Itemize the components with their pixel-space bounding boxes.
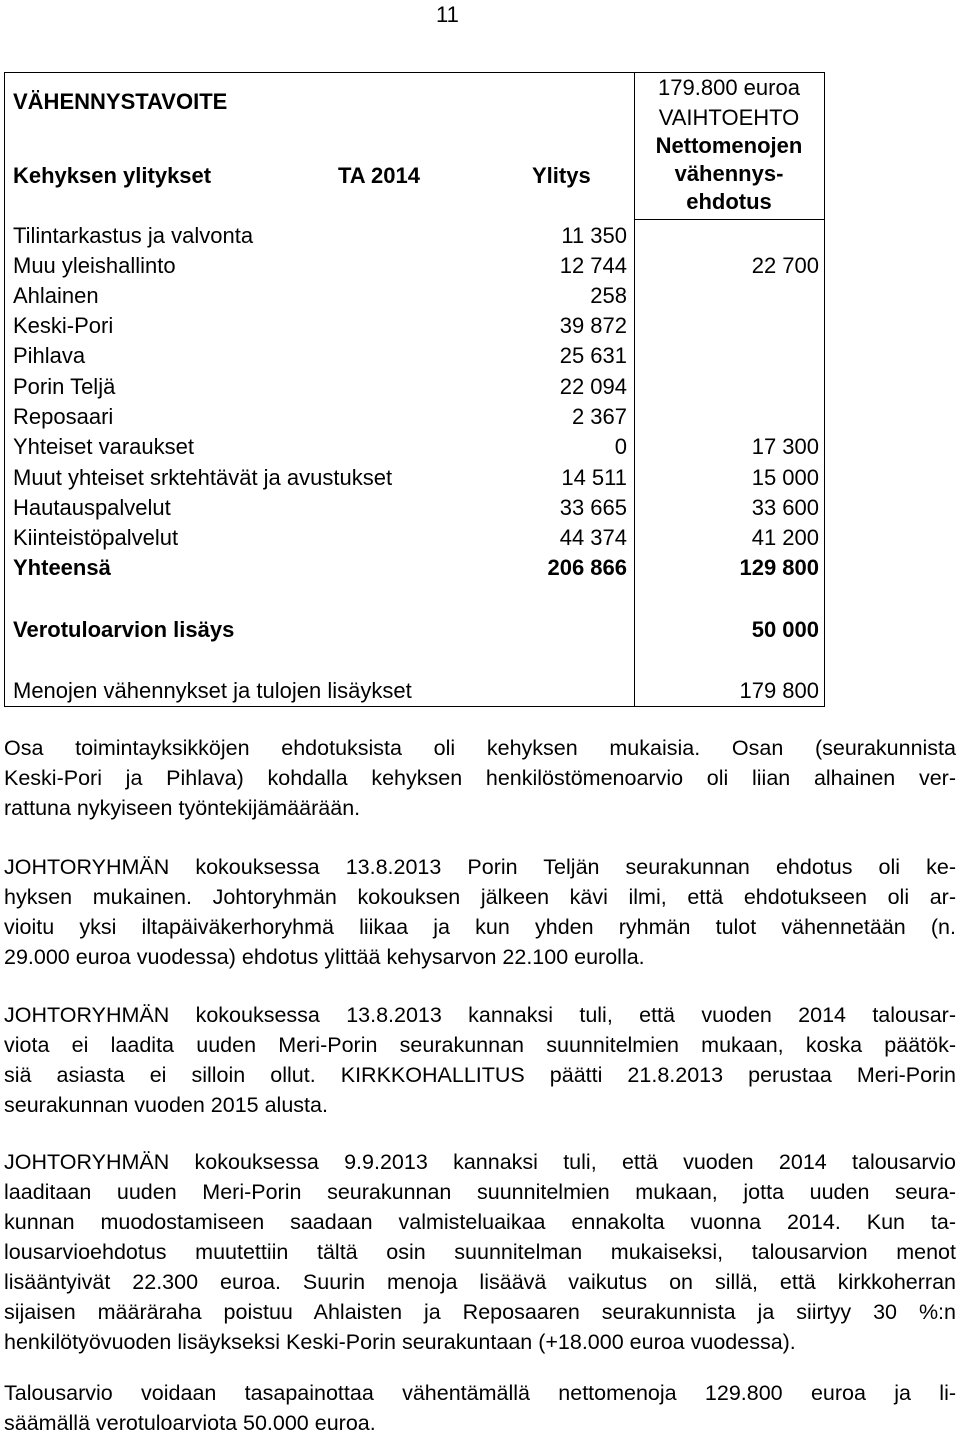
text-line: laaditaan uuden Meri-Porin seurakunnan suunnitelmien mukaan, jotta uuden seura- <box>4 1180 956 1204</box>
text-line: JOHTORYHMÄN kokouksessa 13.8.2013 kannaksi tuli, että vuoden 2014 talousar- <box>4 1003 956 1027</box>
text-line: hyksen mukainen. Johtoryhmän kokouksen jälkeen kävi ilmi, että ehdotukseen oli ar- <box>4 885 956 909</box>
row-ylitys: 22 094 <box>559 374 627 399</box>
alternative-heading-line-1: Nettomenojen <box>655 133 803 158</box>
header-divider <box>634 219 824 220</box>
total-ylitys: 206 866 <box>547 555 627 580</box>
paragraph-1 <box>4 733 956 823</box>
row-ylitys: 44 374 <box>559 525 627 550</box>
text-line: säämällä verotuloarviota 50.000 euroa. <box>4 1411 376 1435</box>
total-label: Yhteensä <box>13 555 111 580</box>
text-line: henkilötyövuoden lisäykseksi Keski-Porin seurakuntaan (+18.000 euroa vuodessa). <box>4 1330 796 1354</box>
row-ylitys: 14 511 <box>561 465 627 490</box>
row-label: Tilintarkastus ja valvonta <box>13 223 254 248</box>
row-label: Kiinteistöpalvelut <box>13 525 179 550</box>
text-line: JOHTORYHMÄN kokouksessa 9.9.2013 kannaksi tuli, että vuoden 2014 talousarvio <box>4 1150 956 1174</box>
grand-ehdotus: 179 800 <box>739 678 819 703</box>
row-ylitys: 39 872 <box>559 313 627 338</box>
page-number: 11 <box>436 2 459 27</box>
row-ehdotus: 41 200 <box>751 525 819 550</box>
alternative-heading-line-2: vähennys- <box>674 161 784 186</box>
row-ylitys: 33 665 <box>559 495 627 520</box>
row-label: Reposaari <box>13 404 114 429</box>
row-label: Yhteiset varaukset <box>13 434 194 459</box>
grand-label: Menojen vähennykset ja tulojen lisäykset <box>13 678 412 703</box>
row-ylitys: 25 631 <box>559 343 627 368</box>
row-label: Hautauspalvelut <box>13 495 171 520</box>
row-ylitys: 12 744 <box>559 253 627 278</box>
text-line: Keski-Pori ja Pihlava) kohdalla kehyksen henkilöstömenoarvio oli liian alhainen ver- <box>4 766 956 790</box>
tax-label: Verotuloarvion lisäys <box>13 617 235 642</box>
text-line: siä asiasta ei silloin ollut. KIRKKOHALLITUS päätti 21.8.2013 perustaa Meri-Porin <box>4 1063 956 1087</box>
text-line: kunnan muodostamiseen saadaan valmisteluaikaa ennakolta vuonna 2014. Kun ta- <box>4 1210 956 1234</box>
row-ylitys: 0 <box>614 434 627 459</box>
text-line: vioitu yksi iltapäiväkerhoryhmä liikaa ja kun yhden ryhmän tulot vähennetään (n. <box>4 915 956 939</box>
alternative-name: VAIHTOEHTO <box>658 105 800 130</box>
row-ehdotus: 17 300 <box>751 434 819 459</box>
row-label: Muut yhteiset srktehtävät ja avustukset <box>13 465 393 490</box>
row-label: Muu yleishallinto <box>13 253 176 278</box>
row-label: Porin Teljä <box>13 374 116 399</box>
header-label: Kehyksen ylitykset <box>13 163 212 188</box>
row-ylitys: 2 367 <box>571 404 627 429</box>
paragraph-2 <box>4 852 956 972</box>
tax-ehdotus: 50 000 <box>751 617 819 642</box>
paragraph-3 <box>4 1000 956 1120</box>
row-label: Pihlava <box>13 343 86 368</box>
total-ehdotus: 129 800 <box>739 555 819 580</box>
header-ylitys: Ylitys <box>532 163 591 188</box>
alternative-amount: 179.800 euroa <box>658 75 800 100</box>
text-line: seurakunnan vuoden 2015 alusta. <box>4 1093 328 1117</box>
text-line: lousarvioehdotus muutettiin tältä osin suunnitelman mukaiseksi, talousarvion menot <box>4 1240 956 1264</box>
row-ylitys: 11 350 <box>561 223 627 248</box>
text-line: lisääntyivät 22.300 euroa. Suurin menoja lisäävä vaikutus on sillä, että kirkkoherran <box>4 1270 956 1294</box>
row-ehdotus: 33 600 <box>751 495 819 520</box>
text-line: sijaisen määräraha poistuu Ahlaisten ja Reposaaren seurakunnista ja siirtyy 30 %:n <box>4 1300 956 1324</box>
paragraph-4 <box>4 1147 956 1357</box>
text-line: viota ei laadita uuden Meri-Porin seurakunnan suunnitelmien mukaan, koska päätök- <box>4 1033 956 1057</box>
row-ehdotus: 15 000 <box>751 465 819 490</box>
alternative-heading-line-3: ehdotus <box>686 189 772 214</box>
text-line: JOHTORYHMÄN kokouksessa 13.8.2013 Porin Teljän seurakunnan ehdotus oli ke- <box>4 855 956 879</box>
row-ylitys: 258 <box>590 283 627 308</box>
text-line: Talousarvio voidaan tasapainottaa vähentämällä nettomenoja 129.800 euroa ja li- <box>4 1381 956 1405</box>
row-label: Keski-Pori <box>13 313 114 338</box>
table-title: VÄHENNYSTAVOITE <box>13 89 228 114</box>
row-ehdotus: 22 700 <box>751 253 819 278</box>
text-line: Osa toimintayksikköjen ehdotuksista oli kehyksen mukaisia. Osan (seurakunnista <box>4 736 956 760</box>
row-label: Ahlainen <box>13 283 99 308</box>
paragraph-5 <box>4 1378 956 1438</box>
text-line: 29.000 euroa vuodessa) ehdotus ylittää kehysarvon 22.100 eurolla. <box>4 945 645 969</box>
header-year: TA 2014 <box>338 163 420 188</box>
text-line: rattuna nykyiseen työntekijämäärään. <box>4 796 361 820</box>
reduction-target-table <box>4 72 825 707</box>
